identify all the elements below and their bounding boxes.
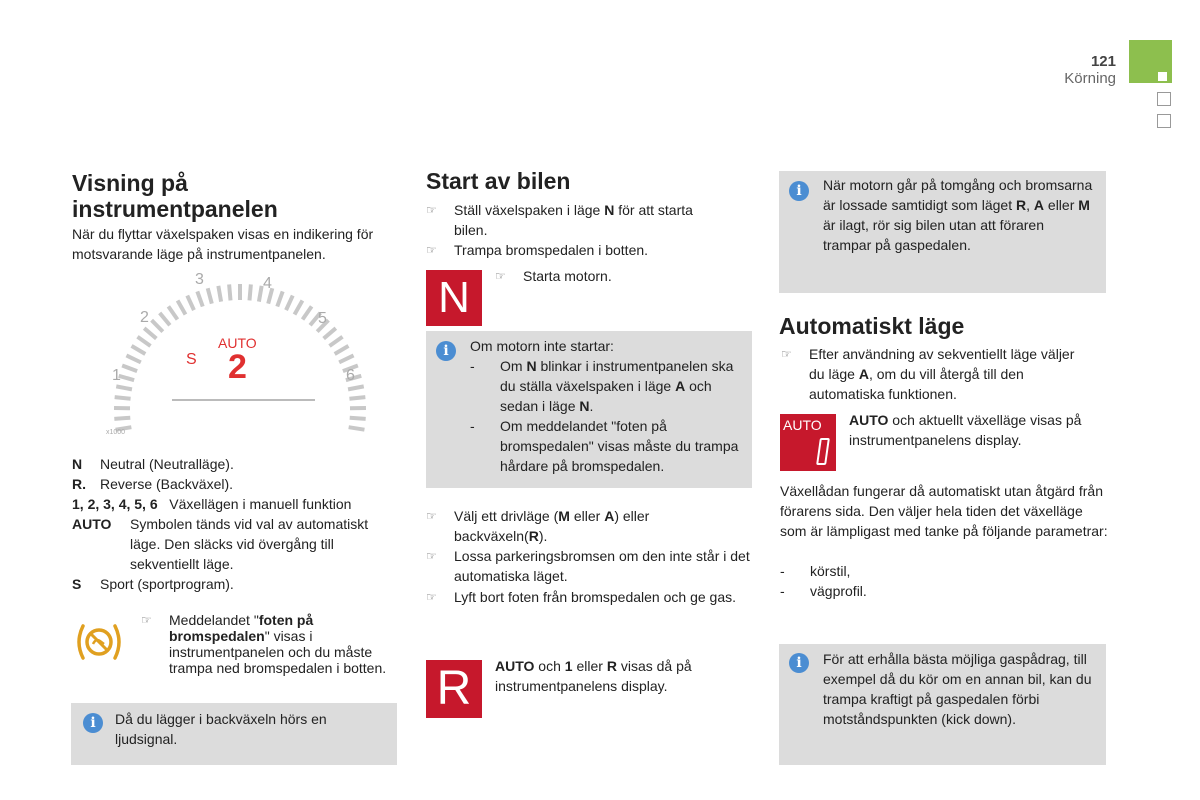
gauge-tick	[197, 291, 202, 306]
no-start-item-1: - Om N blinkar i instrumentpanelen ska du ställa växelspaken i läge A och sedan i läge N.	[470, 358, 734, 414]
info-icon: i	[789, 653, 809, 673]
legend-row-auto-cont2: sekventiellt läge.	[130, 556, 234, 572]
gauge-tick	[229, 284, 230, 300]
col3-param-list	[780, 561, 1080, 601]
legend-row-s: S Sport (sportprogram).	[72, 576, 234, 592]
col2-reverse-text: AUTO och 1 eller R visas då på instrumentpanelens display.	[495, 658, 692, 694]
info-box-idle-text: När motorn går på tomgång och bromsarna är lossade samtidigt som läget R, A eller M är ilagt, rör sig bilen utan att föraren trampar på gaspedalen.	[823, 177, 1093, 253]
gauge-tick	[249, 284, 250, 300]
gauge-tick	[178, 301, 186, 315]
gauge-tick	[295, 301, 303, 315]
gauge-tick	[115, 397, 131, 399]
col1-title	[72, 170, 278, 222]
gauge-number-6: 6	[346, 367, 355, 384]
gauge-tick	[349, 427, 365, 430]
auto-indicator	[780, 414, 836, 471]
col2-bullet-4: ☞ Välj ett drivläge (M eller A) eller backväxeln(R).	[426, 508, 650, 544]
col1-title-line1: Visning på	[72, 170, 188, 196]
gauge-number-1: 1	[112, 367, 121, 384]
gauge-s-label: S	[186, 351, 197, 368]
info-icon: i	[83, 713, 103, 733]
instrument-gauge-illustration	[100, 270, 380, 440]
legend-row-r: R. Reverse (Backväxel).	[72, 476, 234, 492]
info-box-no-start-text: Om motorn inte startar: - Om N blinkar i instrumentpanelen ska du ställa växelspaken i läge A och sedan i läge N. - Om meddelandet "foten på bromspedalen" visas måste du trampa hårdare på bromspedalen.	[470, 336, 742, 476]
gauge-tick	[137, 337, 150, 346]
param-item-2: - vägprofil.	[780, 583, 867, 599]
foot-brake-message: ☞ Meddelandet "foten på bromspedalen" visas i instrumentpanelen och du måste trampa ned bromspedalen i botten.	[141, 612, 387, 676]
gauge-tick	[114, 418, 130, 419]
gauge-tick	[187, 296, 194, 311]
col3-title: Automatiskt läge	[779, 313, 965, 339]
bullet-pointer-icon: ☞	[426, 590, 437, 604]
gauge-tick	[324, 328, 336, 338]
gauge-tick	[218, 286, 221, 302]
page-number: 121	[1090, 53, 1116, 70]
col2-bullet-2: ☞ Trampa bromspedalen i botten.	[426, 242, 649, 258]
neutral-indicator: N	[426, 270, 482, 326]
param-item-1: - körstil,	[780, 563, 851, 579]
col3-paragraph: Växellådan fungerar då automatiskt utan åtgärd från förarens sida. Den väljer hela tiden det växelläge som är lämpligast med tanke på följande parametrar:	[780, 483, 1108, 539]
bullet-pointer-icon: ☞	[781, 347, 792, 361]
gauge-gear-digit: 2	[228, 348, 247, 386]
gauge-auto-label: AUTO	[218, 335, 257, 351]
info-box-kickdown	[779, 644, 1106, 765]
info-box-kickdown-text: För att erhålla bästa möjliga gaspådrag, till exempel då du kör om en annan bil, kan du trampa kraftigt på gaspedalen förbi motståndspunkten (kick down).	[823, 651, 1092, 727]
section-label: Körning	[1064, 70, 1116, 87]
legend-row-gears: 1, 2, 3, 4, 5, 6 Växellägen i manuell funktion	[72, 496, 352, 512]
info-box-reverse	[71, 703, 397, 765]
info-box-no-start	[426, 331, 752, 488]
info-icon: i	[436, 341, 456, 361]
bullet-pointer-icon: ☞	[495, 269, 506, 283]
gauge-number-4: 4	[263, 275, 272, 292]
chapter-tab-box-2	[1157, 92, 1171, 106]
gauge-tick	[303, 306, 312, 319]
col2-bullet-6: ☞ Lyft bort foten från bromspedalen och ge gas.	[426, 589, 736, 605]
no-start-item-2: - Om meddelandet "foten på bromspedalen" visas måste du trampa hårdare på bromspedalen.	[470, 418, 739, 474]
col2-bullet-3: ☞ Starta motorn.	[495, 268, 612, 284]
col2-title: Start av bilen	[426, 168, 571, 194]
reverse-indicator: R	[426, 660, 482, 718]
gauge-tick	[160, 313, 170, 325]
bullet-pointer-icon: ☞	[426, 243, 437, 257]
auto-badge-label: AUTO	[783, 417, 822, 433]
info-box-idle	[779, 171, 1106, 293]
gauge-tick	[349, 397, 365, 399]
gauge-tick	[126, 355, 140, 362]
info-box-reverse-text: Då du lägger i backväxeln hörs en ljudsignal.	[115, 711, 327, 747]
chapter-tab-marker	[1158, 72, 1167, 81]
gauge-scale-label: x1000	[106, 429, 126, 436]
gauge-tick	[329, 337, 342, 346]
bullet-pointer-icon: ☞	[141, 613, 152, 627]
gauge-tick	[144, 328, 156, 338]
col2-bullet-1: ☞ Ställ växelspaken i läge N för att starta bilen.	[426, 202, 693, 238]
gauge-number-2: 2	[140, 309, 149, 326]
gauge-number-3: 3	[195, 271, 204, 288]
gauge-tick	[259, 286, 262, 302]
legend-row-auto: AUTO Symbolen tänds vid val av automatiskt	[72, 516, 369, 532]
col1-intro: När du flyttar växelspaken visas en indikering för motsvarande läge på instrumentpanelen.	[72, 226, 374, 262]
gauge-tick	[132, 346, 146, 354]
auto-badge-digit	[816, 438, 830, 465]
gauge-tick	[339, 355, 353, 362]
gauge-tick	[119, 376, 134, 380]
foot-brake-warning-icon	[74, 622, 124, 662]
gauge-tick	[152, 320, 163, 331]
info-icon: i	[789, 181, 809, 201]
gauge-tick	[286, 296, 293, 311]
gauge-tick	[116, 386, 132, 389]
gauge-tick	[335, 346, 349, 354]
gauge-tick	[122, 365, 137, 371]
gauge-tick	[350, 418, 366, 419]
gauge-number-5: 5	[318, 310, 327, 327]
gauge-tick	[168, 306, 177, 319]
col3-bullet-1: ☞ Efter användning av sekventiellt läge väljer du läge A, om du vill återgå till den automatiska funktionen.	[781, 346, 1075, 402]
gauge-tick	[208, 288, 212, 303]
col3-auto-text: AUTO och aktuellt växelläge visas på instrumentpanelens display.	[849, 412, 1082, 448]
legend-row-n: N Neutral (Neutralläge).	[72, 456, 234, 472]
chapter-tab-box-3	[1157, 114, 1171, 128]
legend-row-auto-cont1: läge. Den släcks vid övergång till	[130, 536, 334, 552]
bullet-pointer-icon: ☞	[426, 509, 437, 523]
gauge-tick	[348, 386, 364, 389]
col2-bullet-5: ☞ Lossa parkeringsbromsen om den inte står i det automatiska läget.	[426, 548, 750, 584]
gauge-tick	[277, 291, 282, 306]
bullet-pointer-icon: ☞	[426, 549, 437, 563]
col1-title-line2: instrumentpanelen	[72, 196, 278, 222]
bullet-pointer-icon: ☞	[426, 203, 437, 217]
